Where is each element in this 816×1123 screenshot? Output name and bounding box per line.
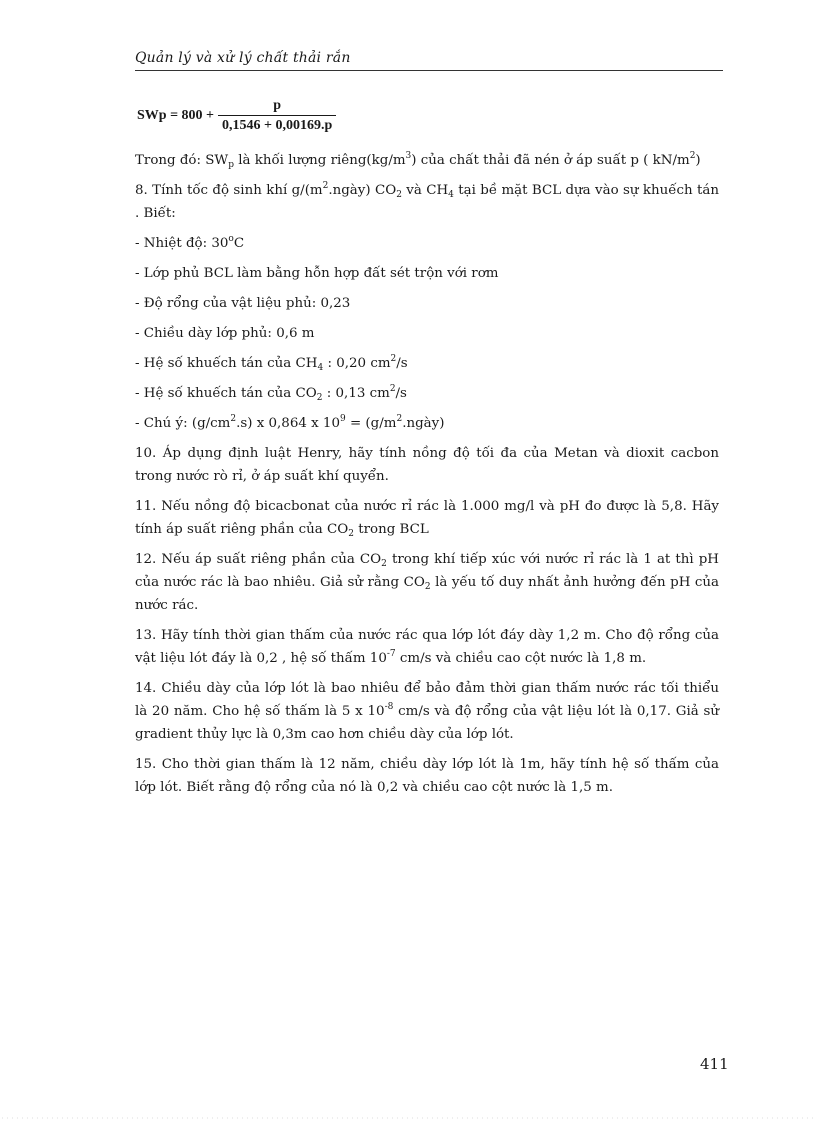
- given-cover-thickness: - Chiều dày lớp phủ: 0,6 m: [135, 326, 315, 341]
- document-body: [135, 149, 719, 806]
- exercise-15: 15. Cho thời gian thấm là 12 năm, chiều dày lớp lót là 1m, hãy tính hệ số thấm của lớp lót. Biết rằng độ rổng của nó là 0,2 và chiều cao cột nước là 1,5 m.: [135, 757, 719, 795]
- running-header: Quản lý và xử lý chất thải rắn: [135, 50, 723, 71]
- exercise-10: 10. Áp dụng định luật Henry, hãy tính nồng độ tối đa của Metan và dioxit cacbon trong nước rò rỉ, ở áp suất khí quyển.: [135, 446, 719, 484]
- unit-conversion-note: - Chú ý: $(g/cm^2.s)$ x 0,864 x $10^9$ = $(g/m^2.ngày)$: [135, 414, 445, 431]
- formula-numerator: p: [273, 98, 282, 113]
- given-co2-diffusion: - Hệ số khuếch tán của $CO_2$ : 0,13 $cm^2/s$: [135, 384, 407, 403]
- page-number: 411: [700, 1055, 729, 1073]
- density-formula: [137, 98, 336, 134]
- formula-fraction: [218, 98, 336, 134]
- given-cover-material: - Lớp phủ BCL làm bằng hỗn hợp đất sét trộn với rơm: [135, 266, 499, 281]
- exercise-14: 14. Chiều dày của lớp lót là bao nhiêu để bảo đảm thời gian thấm nước rác tối thiểu là 20 năm. Cho hệ số thấm là 5 x $10^{-8}$ cm/s và độ rổng của vật liệu lót là 0,17. Giả sử gradient thủy lực là 0,3m cao hơn chiều dày của lớp lót.: [135, 681, 719, 742]
- exercise-13: 13. Hãy tính thời gian thấm của nước rác qua lớp lót đáy dày 1,2 m. Cho độ rổng của vật liệu lót đáy là 0,2 , hệ số thấm $10^{-7}$ cm/s và chiều cao cột nước là 1,8 m.: [135, 628, 719, 666]
- formula-explanation: Trong đó: $SW_p$ là khối lượng $riêng(kg/m^3)$ của chất thải đã nén ở áp suất p ( $kN/m^2$): [135, 151, 701, 170]
- exercise-11: 11. Nếu nồng độ bicacbonat của nước rỉ rác là 1.000 mg/l và pH đo được là 5,8. Hãy tính áp suất riêng phần của $CO_2$ trong BCL: [135, 499, 719, 539]
- formula-lhs: SWp = 800 +: [137, 108, 215, 123]
- exercise-8: 8. Tính tốc độ sinh khí $g/(m^2.ngày)$ $CO_2$ và $CH_4$ tại bề mặt BCL dựa vào sự khuếch tán . Biết:: [135, 181, 719, 221]
- formula-denominator: 0,1546 + 0,00169.p: [218, 115, 336, 134]
- given-ch4-diffusion: - Hệ số khuếch tán của $CH_4$ : 0,20 $cm^2/s$: [135, 354, 408, 373]
- given-temperature: - Nhiệt độ: 30$^o$C: [135, 234, 245, 251]
- footer-divider: [0, 1117, 816, 1119]
- given-cover-porosity: - Độ rổng của vật liệu phủ: 0,23: [135, 296, 351, 311]
- exercise-12: 12. Nếu áp suất riêng phần của $CO_2$ trong khí tiếp xúc với nước rỉ rác là 1 at thì pH của nước rác là bao nhiêu. Giả sử rằng $CO_2$ là yếu tố duy nhất ảnh hưởng đến pH của nước rác.: [135, 552, 719, 613]
